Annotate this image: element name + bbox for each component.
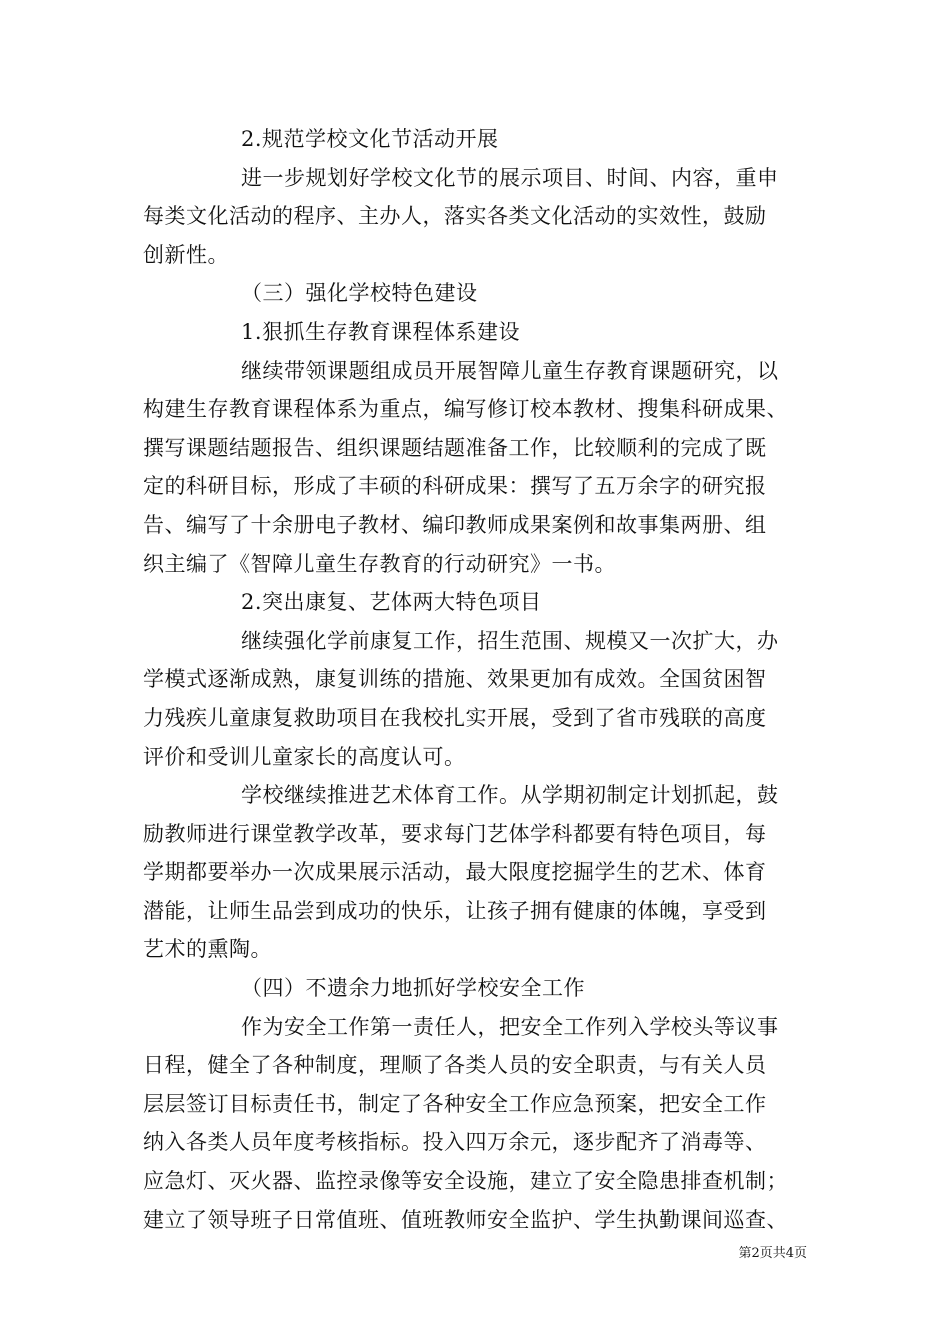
page-number: 第2页共4页	[738, 1246, 807, 1261]
paragraph-first-line: 作为安全工作第一责任人，把安全工作列入学校头等议事	[241, 1014, 779, 1039]
paragraph-first-line: 进一步规划好学校文化节的展示项目、时间、内容，重申	[241, 165, 779, 190]
body-text-line: 励教师进行课堂教学改革，要求每门艺体学科都要有特色项目，每	[143, 821, 767, 846]
body-text-line: 撰写课题结题报告、组织课题结题准备工作，比较顺利的完成了既	[143, 435, 767, 460]
body-text-line: 层层签订目标责任书，制定了各种安全工作应急预案，把安全工作	[143, 1091, 767, 1116]
section-heading: （四）不遗余力地抓好学校安全工作	[241, 976, 585, 1001]
body-text-line: 纳入各类人员年度考核指标。投入四万余元，逐步配齐了消毒等、	[143, 1130, 767, 1155]
body-text-line: 应急灯、灭火器、监控录像等安全设施，建立了安全隐患排查机制；	[143, 1169, 788, 1194]
section-heading: （三）强化学校特色建设	[241, 281, 478, 306]
body-text-line: 每类文化活动的程序、主办人，落实各类文化活动的实效性，鼓励	[143, 204, 767, 229]
subsection-heading: 2.突出康复、艺体两大特色项目	[241, 590, 542, 615]
subsection-heading: 1.狠抓生存教育课程体系建设	[241, 319, 521, 344]
body-text-line: 织主编了《智障儿童生存教育的行动研究》一书。	[143, 551, 616, 576]
body-text-line: 潜能，让师生品尝到成功的快乐，让孩子拥有健康的体魄，享受到	[143, 898, 767, 923]
body-text-line: 力残疾儿童康复救助项目在我校扎实开展，受到了省市残联的高度	[143, 705, 767, 730]
body-text-line: 构建生存教育课程体系为重点，编写修订校本教材、搜集科研成果、	[143, 397, 788, 422]
body-text-line: 定的科研目标，形成了丰硕的科研成果：撰写了五万余字的研究报	[143, 474, 767, 499]
body-text-line: 日程，健全了各种制度，理顺了各类人员的安全职责，与有关人员	[143, 1053, 767, 1078]
body-text-line: 评价和受训儿童家长的高度认可。	[143, 744, 466, 769]
paragraph-first-line: 学校继续推进艺术体育工作。从学期初制定计划抓起，鼓	[241, 783, 779, 808]
body-text-line: 告、编写了十余册电子教材、编印教师成果案例和故事集两册、组	[143, 512, 767, 537]
body-text-line: 学模式逐渐成熟，康复训练的措施、效果更加有成效。全国贫困智	[143, 667, 767, 692]
paragraph-first-line: 继续带领课题组成员开展智障儿童生存教育课题研究，以	[241, 358, 779, 383]
body-text-line: 艺术的熏陶。	[143, 937, 272, 962]
subsection-heading: 2.规范学校文化节活动开展	[241, 127, 499, 151]
body-text-line: 创新性。	[143, 242, 229, 267]
document-body	[143, 120, 813, 1239]
paragraph-first-line: 继续强化学前康复工作，招生范围、规模又一次扩大，办	[241, 628, 779, 653]
body-text-line: 建立了领导班子日常值班、值班教师安全监护、学生执勤课间巡查、	[143, 1207, 788, 1232]
body-text-line: 学期都要举办一次成果展示活动，最大限度挖掘学生的艺术、体育	[143, 860, 767, 885]
